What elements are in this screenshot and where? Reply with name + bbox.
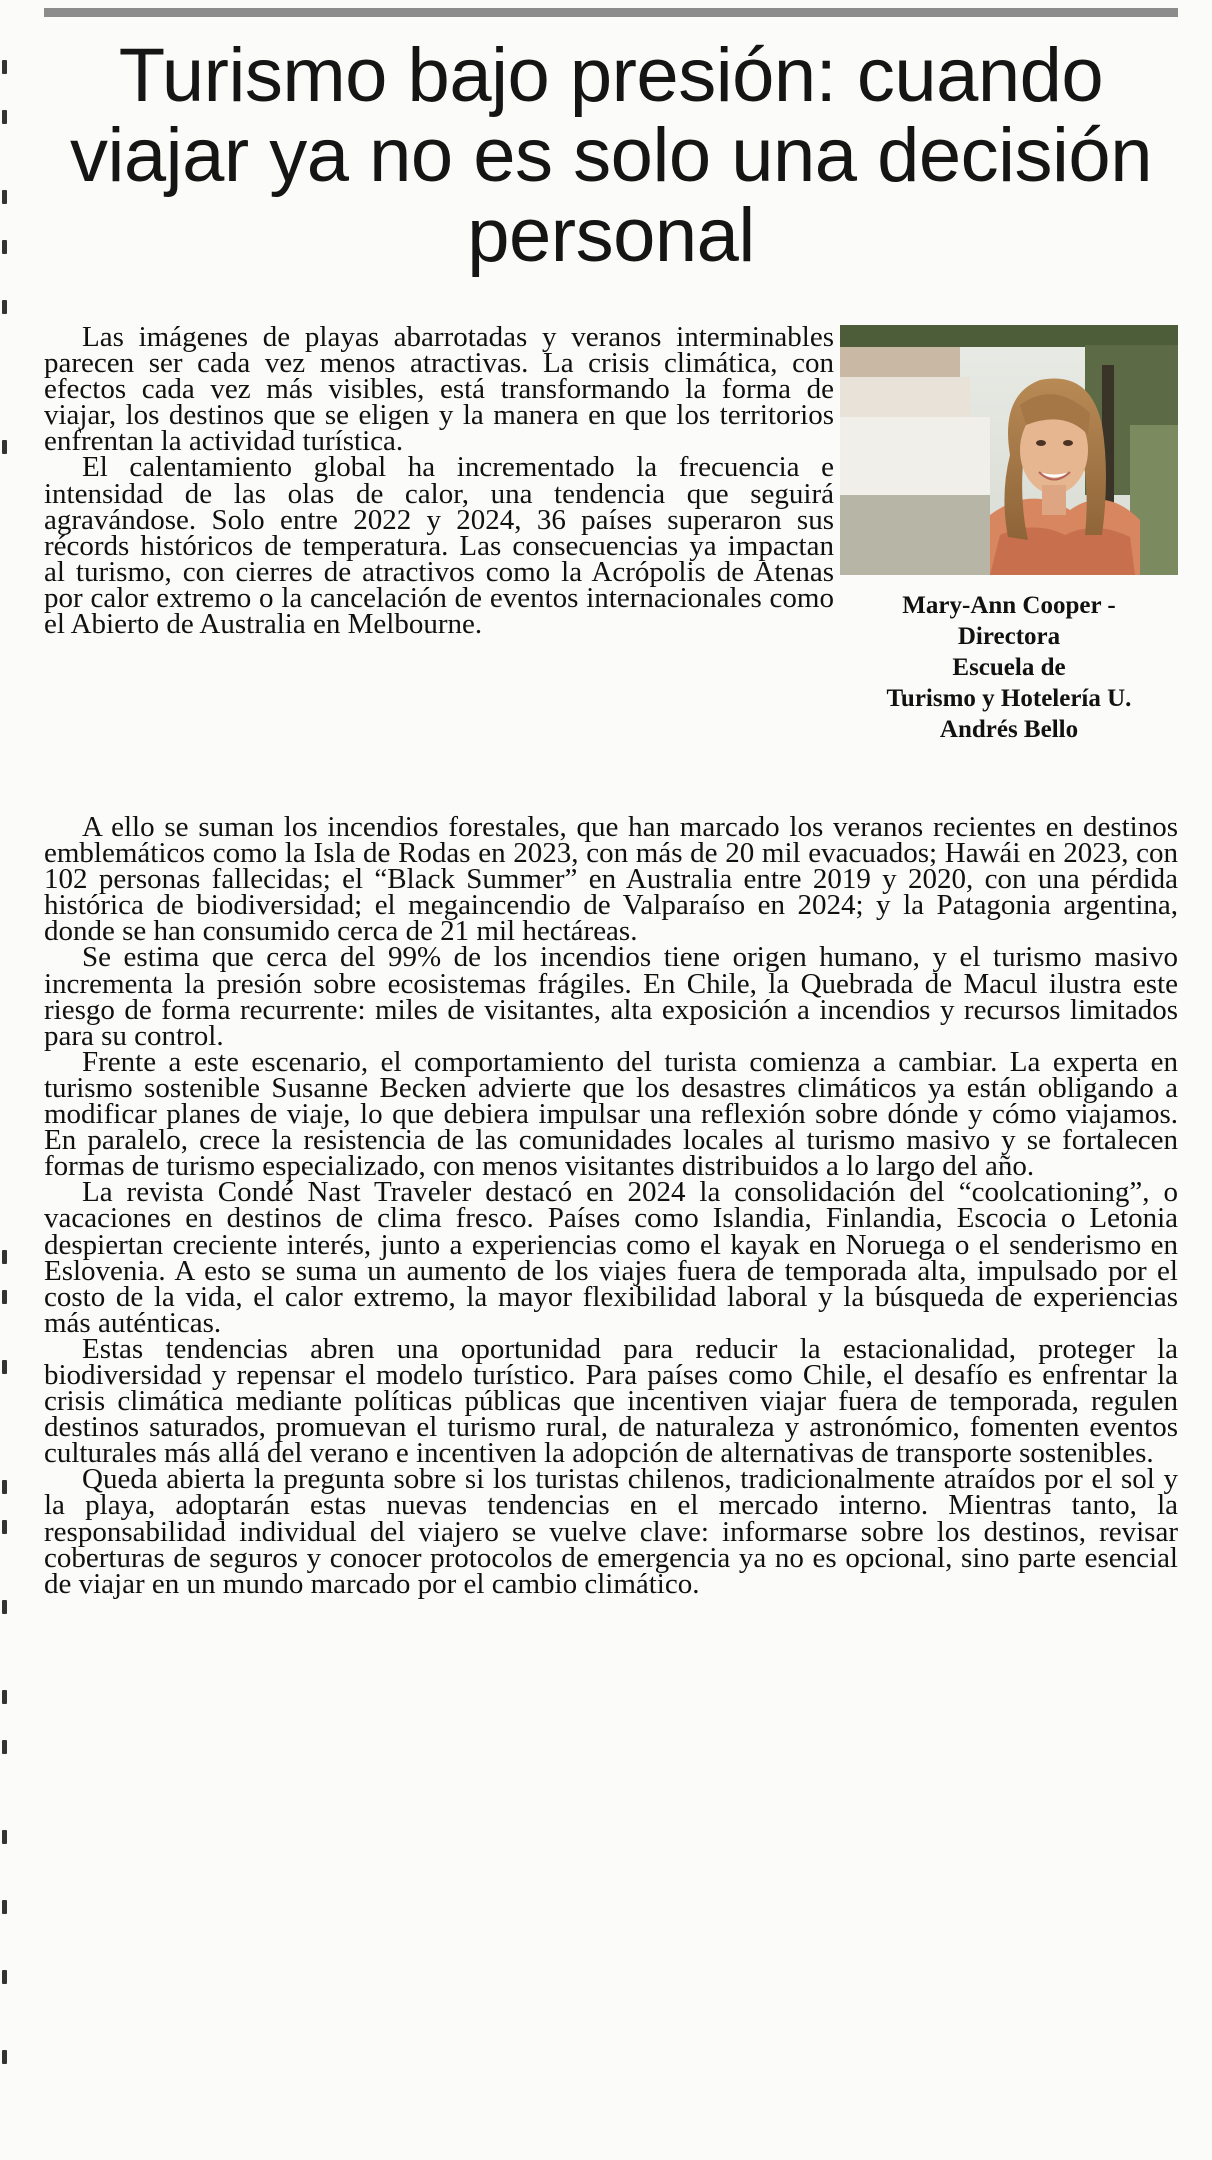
author-school: Escuela de — [952, 654, 1066, 681]
article-body-full — [44, 811, 1178, 1600]
article-body-narrow — [44, 321, 834, 641]
author-role: Directora — [957, 623, 1061, 650]
article-paragraph: La revista Condé Nast Traveler destacó en 2024 la consolidación del “coolcationing”, o vacaciones en destinos de clima fresco. Países como Islandia, Finlandia, Escocia o Letonia despiertan creciente interés, junto a experiencias como el kayak en Noruega o el senderismo en Eslovenia. A esto se suma un aumento de los viajes fuera de temporada alta, impulsado por el costo de la vida, el calor extremo, la mayor flexibilidad laboral y la búsqueda de experiencias más auténticas. — [44, 1176, 1178, 1339]
article-paragraph: Estas tendencias abren una oportunidad para reducir la estacionalidad, proteger la biodiversidad y repensar el modelo turístico. Para países como Chile, el desafío es enfrentar la crisis climática mediante políticas públicas que incentiven viajar fuera de temporada, regulen destinos saturados, promuevan el turismo rural, de naturaleza y astronómico, fomenten eventos culturales más allá del verano e incentiven la adopción de alternativas de transporte sostenibles. — [44, 1332, 1178, 1470]
article-paragraph: El calentamiento global ha incrementado la frecuencia e intensidad de las olas de calor, una tendencia que seguirá agravándose. Solo entre 2022 y 2024, 36 países superaron sus récords históricos de temperatura. Las consecuencias ya impactan al turismo, con cierres de atractivos como la Acrópolis de Atenas por calor extremo o la cancelación de eventos internacionales como el Abierto de Australia en Melbourne. — [44, 451, 834, 641]
article-headline: Turismo bajo presión: cuando viajar ya no es solo una decisión personal — [70, 33, 1152, 278]
author-photo — [840, 325, 1178, 575]
article-paragraph: Frente a este escenario, el comportamiento del turista comienza a cambiar. La experta en turismo sostenible Susanne Becken advierte que los desastres climáticos ya están obligando a modificar planes de viaje, lo que debiera impulsar una reflexión sobre dónde y cómo viajamos. En paralelo, crece la resistencia de las comunidades locales al turismo masivo y se fortalecen formas de turismo especializado, con menos visitantes distribuidos a lo largo del año. — [44, 1045, 1178, 1183]
author-caption — [836, 590, 1182, 745]
article-paragraph: A ello se suman los incendios forestales, que han marcado los veranos recientes en destinos emblemáticos como la Isla de Rodas en 2023, con más de 20 mil evacuados; Hawái en 2023, con 102 personas fallecidas; el “Black Summer” en Australia entre 2019 y 2020, con una pérdida histórica de biodiversidad; el megaincendio de Valparaíso en 2024; y la Patagonia argentina, donde se han consumido cerca de 21 mil hectáreas. — [44, 811, 1178, 948]
author-department: Turismo y Hotelería U. — [886, 685, 1132, 712]
article-paragraph: Queda abierta la pregunta sobre si los turistas chilenos, tradicionalmente atraídos por el sol y la playa, adoptarán estas nuevas tendencias en el mercado interno. Mientras tanto, la responsabilidad individual del viajero se vuelve clave: informarse sobre los destinos, revisar coberturas de seguros y conocer protocolos de emergencia ya no es opcional, sino parte esencial de viajar en un mundo marcado por el cambio climático. — [44, 1463, 1178, 1600]
author-photo-figure — [840, 325, 1178, 575]
author-university: Andrés Bello — [939, 716, 1079, 743]
top-rule — [44, 8, 1178, 17]
author-name: Mary-Ann Cooper - — [902, 592, 1116, 619]
article-paragraph: Las imágenes de playas abarrotadas y veranos interminables parecen ser cada vez menos atractivas. La crisis climática, con efectos cada vez más visibles, está transformando la forma de viajar, los destinos que se eligen y la manera en que los territorios enfrentan la actividad turística. — [44, 321, 834, 458]
adjacent-column-edge — [0, 0, 14, 2160]
article-paragraph: Se estima que cerca del 99% de los incendios tiene origen humano, y el turismo masivo incrementa la presión sobre ecosistemas frágiles. En Chile, la Quebrada de Macul ilustra este riesgo de forma recurrente: miles de visitantes, alta exposición a incendios y recursos limitados para su control. — [44, 941, 1178, 1052]
